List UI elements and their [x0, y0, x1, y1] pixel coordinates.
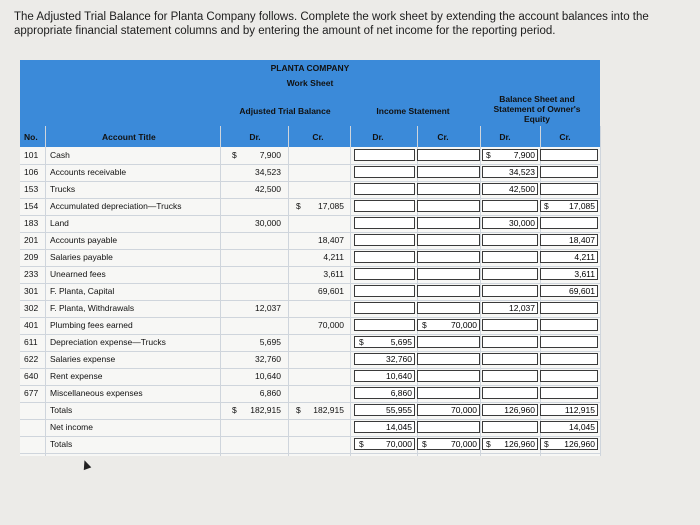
- input-bs-dr[interactable]: [482, 268, 538, 280]
- input-bs-dr[interactable]: [482, 251, 538, 263]
- input-is-dr[interactable]: 5,695: [354, 336, 415, 348]
- currency-symbol: $: [544, 439, 549, 449]
- input-is-dr[interactable]: [354, 183, 415, 195]
- column-rule: [480, 126, 481, 456]
- input-bs-dr[interactable]: 30,000: [482, 217, 538, 229]
- row-rule: [20, 436, 600, 437]
- row-rule: [20, 385, 600, 386]
- input-bs-dr[interactable]: [482, 234, 538, 246]
- currency-symbol: $: [296, 405, 301, 415]
- row-rule: [20, 351, 600, 352]
- input-is-cr[interactable]: 70,000: [417, 438, 480, 450]
- row-rule: [20, 419, 600, 420]
- col-title-header: Account Title: [102, 132, 156, 142]
- mouse-cursor-icon: [81, 459, 92, 470]
- currency-symbol: $: [544, 201, 549, 211]
- input-is-cr[interactable]: [417, 149, 480, 161]
- amount-atb-dr: 42,500: [255, 184, 281, 194]
- amount-atb-dr: 7,900: [259, 150, 281, 160]
- input-bs-cr[interactable]: 18,407: [540, 234, 598, 246]
- input-bs-dr[interactable]: [482, 319, 538, 331]
- input-is-dr[interactable]: 32,760: [354, 353, 415, 365]
- row-rule: [20, 334, 600, 335]
- amount-atb-dr: 182,915: [250, 405, 281, 415]
- account-no: 153: [24, 184, 39, 194]
- account-title: Accounts payable: [50, 235, 118, 245]
- input-bs-dr[interactable]: [482, 370, 538, 382]
- input-is-dr[interactable]: 55,955: [354, 404, 415, 416]
- row-rule: [20, 164, 600, 165]
- input-is-dr[interactable]: 10,640: [354, 370, 415, 382]
- account-title: Salaries payable: [50, 252, 113, 262]
- input-bs-dr[interactable]: [482, 336, 538, 348]
- input-is-dr[interactable]: 14,045: [354, 421, 415, 433]
- bs-header: Balance Sheet and Statement of Owner's Equity: [493, 94, 581, 124]
- input-bs-cr[interactable]: [540, 370, 598, 382]
- account-no: 401: [24, 320, 39, 330]
- col-bs-cr-header: Cr.: [559, 132, 571, 142]
- account-title: Trucks: [50, 184, 76, 194]
- account-no: 302: [24, 303, 39, 313]
- amount-atb-dr: 12,037: [255, 303, 281, 313]
- row-rule: [20, 368, 600, 369]
- input-bs-cr[interactable]: [540, 353, 598, 365]
- col-no-header: No.: [24, 132, 38, 142]
- input-bs-cr[interactable]: 17,085: [540, 200, 598, 212]
- input-bs-dr[interactable]: 42,500: [482, 183, 538, 195]
- amount-atb-cr: 4,211: [323, 252, 344, 262]
- row-rule: [20, 402, 600, 403]
- input-bs-cr[interactable]: 126,960: [540, 438, 598, 450]
- currency-symbol: $: [422, 439, 427, 449]
- input-is-cr[interactable]: 70,000: [417, 319, 480, 331]
- currency-symbol: $: [296, 201, 301, 211]
- instructions-text: The Adjusted Trial Balance for Planta Company follows. Complete the work sheet by extending the account balances into the appropriate financial statement columns and by entering the amount of net income for the reporting period.: [14, 11, 649, 37]
- input-bs-cr[interactable]: 4,211: [540, 251, 598, 263]
- account-no: 640: [24, 371, 39, 381]
- input-bs-dr[interactable]: 34,523: [482, 166, 538, 178]
- amount-atb-cr: 69,601: [318, 286, 344, 296]
- col-is-cr-header: Cr.: [437, 132, 449, 142]
- account-title: Land: [50, 218, 69, 228]
- account-no: 677: [24, 388, 39, 398]
- account-title: Plumbing fees earned: [50, 320, 133, 330]
- account-title: Net income: [50, 422, 93, 432]
- currency-symbol: $: [232, 150, 237, 160]
- col-bs-dr-header: Dr.: [499, 132, 511, 142]
- input-is-dr[interactable]: [354, 319, 415, 331]
- input-is-cr[interactable]: [417, 234, 480, 246]
- input-bs-cr[interactable]: [540, 302, 598, 314]
- account-no: 106: [24, 167, 39, 177]
- amount-atb-dr: 5,695: [259, 337, 281, 347]
- input-bs-cr[interactable]: [540, 336, 598, 348]
- currency-symbol: $: [232, 405, 237, 415]
- input-is-dr[interactable]: [354, 285, 415, 297]
- row-rule: [20, 266, 600, 267]
- input-bs-dr[interactable]: [482, 200, 538, 212]
- amount-atb-dr: 32,760: [255, 354, 281, 364]
- input-is-dr[interactable]: [354, 302, 415, 314]
- input-is-dr[interactable]: [354, 200, 415, 212]
- input-is-cr[interactable]: [417, 336, 480, 348]
- column-rule: [600, 126, 601, 456]
- account-no: 622: [24, 354, 39, 364]
- account-no: 183: [24, 218, 39, 228]
- input-is-dr[interactable]: 70,000: [354, 438, 415, 450]
- input-is-cr[interactable]: [417, 285, 480, 297]
- row-rule: [20, 283, 600, 284]
- input-bs-cr[interactable]: [540, 217, 598, 229]
- account-title: Accounts receivable: [50, 167, 127, 177]
- input-is-cr[interactable]: [417, 217, 480, 229]
- input-bs-cr[interactable]: [540, 166, 598, 178]
- account-title: Unearned fees: [50, 269, 106, 279]
- row-rule: [20, 453, 600, 454]
- work-sheet: [20, 60, 600, 456]
- input-is-cr[interactable]: [417, 302, 480, 314]
- company-name: PLANTA COMPANY: [270, 63, 350, 73]
- currency-symbol: $: [486, 439, 491, 449]
- input-bs-cr[interactable]: 112,915: [540, 404, 598, 416]
- input-bs-cr[interactable]: 14,045: [540, 421, 598, 433]
- is-header: Income Statement: [376, 106, 450, 116]
- input-bs-cr[interactable]: 69,601: [540, 285, 598, 297]
- row-rule: [20, 300, 600, 301]
- col-is-dr-header: Dr.: [372, 132, 384, 142]
- col-atb-dr-header: Dr.: [249, 132, 261, 142]
- account-no: 611: [24, 337, 38, 347]
- account-no: 209: [24, 252, 39, 262]
- amount-atb-dr: 6,860: [259, 388, 281, 398]
- input-bs-cr[interactable]: [540, 319, 598, 331]
- row-rule: [20, 215, 600, 216]
- input-is-dr[interactable]: [354, 149, 415, 161]
- account-title: F. Planta, Withdrawals: [50, 303, 135, 313]
- input-is-cr[interactable]: [417, 166, 480, 178]
- sheet-title: Work Sheet: [286, 78, 334, 88]
- amount-atb-dr: 10,640: [255, 371, 281, 381]
- row-rule: [20, 249, 600, 250]
- account-title: Accumulated depreciation—Trucks: [50, 201, 182, 211]
- input-bs-dr[interactable]: 126,960: [482, 438, 538, 450]
- input-is-dr[interactable]: [354, 217, 415, 229]
- account-title: Totals: [50, 405, 73, 415]
- amount-atb-cr: 18,407: [318, 235, 344, 245]
- account-title: Rent expense: [50, 371, 103, 381]
- currency-symbol: $: [359, 439, 364, 449]
- row-rule: [20, 232, 600, 233]
- input-bs-cr[interactable]: 3,611: [540, 268, 598, 280]
- account-no: 233: [24, 269, 39, 279]
- input-bs-dr[interactable]: 126,960: [482, 404, 538, 416]
- currency-symbol: $: [486, 150, 491, 160]
- input-is-cr[interactable]: 70,000: [417, 404, 480, 416]
- account-title: Totals: [50, 439, 73, 449]
- account-title: Cash: [50, 150, 70, 160]
- input-bs-dr[interactable]: [482, 387, 538, 399]
- input-bs-dr[interactable]: 12,037: [482, 302, 538, 314]
- input-is-dr[interactable]: 6,860: [354, 387, 415, 399]
- row-rule: [20, 181, 600, 182]
- input-bs-cr[interactable]: [540, 149, 598, 161]
- account-title: F. Planta, Capital: [50, 286, 115, 296]
- input-is-cr[interactable]: [417, 251, 480, 263]
- input-bs-dr[interactable]: [482, 285, 538, 297]
- input-is-cr[interactable]: [417, 370, 480, 382]
- column-rule: [350, 126, 351, 456]
- column-rule: [45, 126, 46, 456]
- amount-atb-cr: 70,000: [318, 320, 344, 330]
- input-bs-dr[interactable]: [482, 353, 538, 365]
- account-no: 201: [24, 235, 39, 245]
- row-rule: [20, 198, 600, 199]
- atb-header: Adjusted Trial Balance: [239, 106, 331, 116]
- amount-atb-cr: 17,085: [318, 201, 344, 211]
- input-is-cr[interactable]: [417, 183, 480, 195]
- account-title: Miscellaneous expenses: [50, 388, 143, 398]
- amount-atb-dr: 34,523: [255, 167, 281, 177]
- row-rule: [20, 317, 600, 318]
- amount-atb-cr: 3,611: [323, 269, 344, 279]
- account-title: Salaries expense: [50, 354, 116, 364]
- currency-symbol: $: [359, 337, 364, 347]
- input-is-cr[interactable]: [417, 200, 480, 212]
- input-is-dr[interactable]: [354, 251, 415, 263]
- account-no: 154: [24, 201, 39, 211]
- account-no: 101: [24, 150, 39, 160]
- input-is-dr[interactable]: [354, 166, 415, 178]
- input-is-dr[interactable]: [354, 234, 415, 246]
- amount-atb-cr: 182,915: [313, 405, 344, 415]
- input-bs-cr[interactable]: [540, 387, 598, 399]
- input-is-cr[interactable]: [417, 353, 480, 365]
- amount-atb-dr: 30,000: [255, 218, 281, 228]
- input-bs-cr[interactable]: [540, 183, 598, 195]
- account-title: Depreciation expense—Trucks: [50, 337, 166, 347]
- col-atb-cr-header: Cr.: [312, 132, 324, 142]
- currency-symbol: $: [422, 320, 427, 330]
- input-is-cr[interactable]: [417, 387, 480, 399]
- input-is-cr[interactable]: [417, 268, 480, 280]
- input-is-cr[interactable]: [417, 421, 480, 433]
- input-bs-dr[interactable]: [482, 421, 538, 433]
- input-bs-dr[interactable]: 7,900: [482, 149, 538, 161]
- account-no: 301: [24, 286, 39, 296]
- input-is-dr[interactable]: [354, 268, 415, 280]
